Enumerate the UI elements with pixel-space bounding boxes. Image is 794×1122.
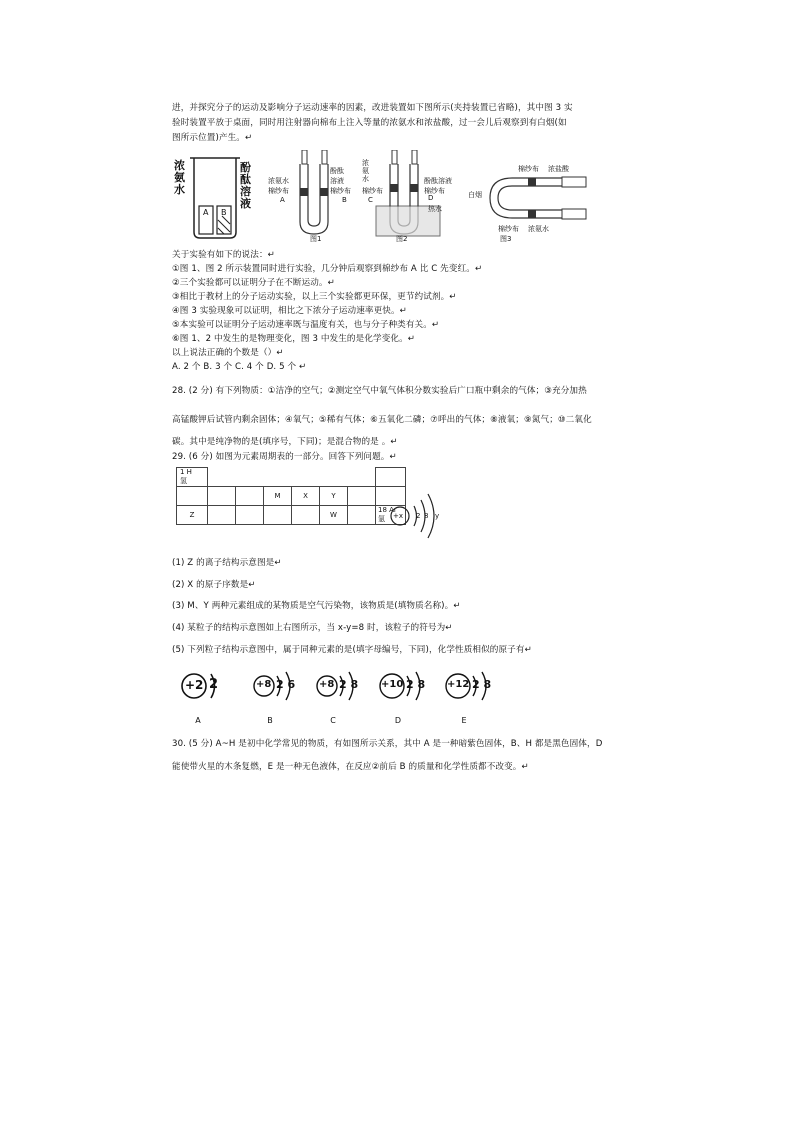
- atom-nucleus: +x: [393, 512, 404, 520]
- statements-options: A. 2 个 B. 3 个 C. 4 个 D. 5 个 ↵: [172, 362, 307, 372]
- pt-cell: [348, 487, 376, 506]
- particle-c-electrons: 2 8: [339, 678, 359, 691]
- pt-ar-symbol: 18 Ar: [378, 506, 397, 514]
- fig2-label-4: 棉纱布: [362, 187, 383, 195]
- pt-cell: [292, 506, 320, 525]
- periodic-table-fragment: [176, 467, 406, 525]
- fig3-caption: 图3: [500, 235, 512, 243]
- fig3-label-1: 棉纱布: [518, 165, 539, 173]
- statement-2: ②三个实验都可以证明分子在不断运动。↵: [172, 278, 335, 288]
- fig3-label-4: 棉纱布: [498, 225, 519, 233]
- atom-shell-3: y: [435, 512, 440, 520]
- q29-head: 29. (6 分) 如图为元素周期表的一部分。回答下列问题。↵: [172, 452, 397, 462]
- fig3-label-3: 白烟: [468, 191, 482, 199]
- fig1-label-3: A: [280, 196, 285, 204]
- q29-part-5: (5) 下列粒子结构示意图中，属于同种元素的是(填字母编号，下同)，化学性质相似的原子有↵: [172, 645, 532, 655]
- particle-d-letter: D: [394, 716, 402, 725]
- statement-6: ⑥图 1、2 中发生的是物理变化，图 3 中发生的是化学变化。↵: [172, 334, 416, 344]
- statement-5: ⑤本实验可以证明分子运动速率既与温度有关，也与分子种类有关。↵: [172, 320, 440, 330]
- fig2-label-5: C: [368, 196, 373, 204]
- intro-line-1: 进，并探究分子的运动及影响分子运动速率的因素，改进装置如下图所示(夹持装置已省略)，其中图 3 实: [172, 103, 573, 113]
- particle-d-electrons: 2 8: [406, 678, 426, 691]
- pt-cell-w: W: [320, 506, 348, 525]
- q28-line-3: 碳。其中是纯净物的是(填序号，下同)；是混合物的是 。↵: [172, 437, 398, 447]
- fig2-label-6: 酚酞溶液: [424, 177, 452, 185]
- pt-empty: [236, 468, 264, 487]
- fig2-label-3: 水: [362, 175, 369, 183]
- fig1-label-6: 棉纱布: [330, 187, 351, 195]
- q29-part-1: (1) Z 的离子结构示意图是↵: [172, 558, 282, 568]
- pt-cell-top-right: [376, 468, 406, 487]
- fig3-label-2: 浓盐酸: [548, 165, 569, 173]
- pt-cell: [208, 506, 236, 525]
- pt-cell: [236, 506, 264, 525]
- fig2-label-1: 浓: [362, 159, 369, 167]
- fig1-label-1: 浓氨水: [268, 177, 289, 185]
- beaker-label-b: B: [221, 208, 227, 217]
- particle-b: [250, 668, 310, 730]
- fig1-label-7: B: [342, 196, 347, 204]
- fig1-caption: 图1: [310, 235, 322, 243]
- fig1-label-5: 溶液: [330, 177, 344, 185]
- particle-c: [313, 668, 373, 730]
- intro-line-3: 图所示位置)产生。↵: [172, 133, 253, 143]
- particle-c-nucleus: +8: [319, 679, 335, 690]
- pt-h-name: 氢: [180, 477, 187, 485]
- q29-part-4: (4) 某粒子的结构示意图如上右图所示，当 x-y=8 时，该粒子的符号为↵: [172, 623, 453, 633]
- q30-line-2: 能使带火星的木条复燃，E 是一种无色液体，在反应②前后 B 的质量和化学性质都不改变。↵: [172, 762, 529, 772]
- particle-e-electrons: 2 8: [472, 678, 492, 691]
- pt-cell: [236, 487, 264, 506]
- q29-part-2: (2) X 的原子序数是↵: [172, 580, 256, 590]
- particle-d: [376, 668, 440, 730]
- pt-empty: [348, 468, 376, 487]
- q30-line-1: 30. (5 分) A~H 是初中化学常见的物质，有如图所示关系，其中 A 是一种暗紫色固体，B、H 都是黑色固体，D: [172, 739, 603, 749]
- pt-empty: [320, 468, 348, 487]
- pt-cell: [177, 487, 208, 506]
- fig2-label-7: 棉纱布: [424, 187, 445, 195]
- statement-3: ③相比于教材上的分子运动实验，以上三个实验都更环保，更节约试剂。↵: [172, 292, 457, 302]
- pt-cell: [264, 506, 292, 525]
- pt-cell-m: M: [264, 487, 292, 506]
- particle-diagrams: [178, 668, 508, 730]
- beaker-left-label: 浓氨水: [174, 159, 185, 196]
- pt-ar-name: 氩: [378, 515, 385, 523]
- q29-part-3: (3) M、Y 两种元素组成的某物质是空气污染物，该物质是(填物质名称)。↵: [172, 601, 461, 611]
- statement-4: ④图 3 实验现象可以证明，相比之下浓分子运动速率更快。↵: [172, 306, 407, 316]
- pt-h-symbol: 1 H: [180, 468, 192, 476]
- atom-shell-1: 2: [416, 512, 421, 520]
- statements-question: 以上说法正确的个数是（）↵: [172, 348, 284, 358]
- pt-cell-x: X: [292, 487, 320, 506]
- pt-empty: [264, 468, 292, 487]
- pt-cell-y: Y: [320, 487, 348, 506]
- particle-e: [442, 668, 506, 730]
- particle-d-nucleus: +10: [381, 679, 404, 690]
- particle-a: [178, 668, 238, 730]
- statements-head: 关于实验有如下的说法：↵: [172, 250, 275, 260]
- particle-c-letter: C: [330, 716, 336, 725]
- fig1-label-4: 酚酞: [330, 167, 344, 175]
- particle-a-nucleus: +2: [185, 678, 204, 692]
- pt-cell-h: [177, 468, 208, 487]
- q28-line-1: 28. (2 分) 有下列物质：①洁净的空气；②测定空气中氧气体积分数实验后广口瓶中剩余的气体；③充分加热: [172, 386, 587, 396]
- pt-empty: [292, 468, 320, 487]
- particle-e-letter: E: [461, 716, 467, 725]
- fig2-label-2: 氨: [362, 167, 369, 175]
- fig2-label-8: D: [428, 194, 434, 202]
- fig2-label-9: 热水: [428, 205, 442, 213]
- statement-1: ①图 1、图 2 所示装置同时进行实验，几分钟后观察到棉纱布 A 比 C 先变红。↵: [172, 264, 483, 274]
- particle-a-letter: A: [195, 716, 201, 725]
- beaker-right-label: 酚酞溶液: [240, 161, 251, 210]
- q28-line-2: 高锰酸钾后试管内剩余固体；④氧气；⑤稀有气体；⑥五氧化二磷；⑦呼出的气体；⑧液氧；⑨氮气；⑩二氧化: [172, 415, 592, 425]
- fig3-label-5: 浓氨水: [528, 225, 549, 233]
- pt-cell-z: Z: [177, 506, 208, 525]
- atom-shell-2: 8: [424, 512, 429, 520]
- pt-cell: [348, 506, 376, 525]
- particle-a-electrons: 2: [209, 677, 219, 692]
- particle-b-letter: B: [267, 716, 273, 725]
- particle-e-nucleus: +12: [447, 679, 470, 690]
- fig2-caption: 图2: [396, 235, 408, 243]
- beaker-label-a: A: [203, 208, 209, 217]
- fig1-label-2: 棉纱布: [268, 187, 289, 195]
- pt-empty: [208, 468, 236, 487]
- particle-b-electrons: 2 6: [276, 678, 296, 691]
- experiment-figures: [172, 150, 612, 245]
- intro-line-2: 验时装置平放于桌面，同时用注射器向棉布上注入等量的浓氨水和浓盐酸，过一会儿后观察到有白烟(如: [172, 118, 567, 128]
- pt-cell: [208, 487, 236, 506]
- particle-b-nucleus: +8: [256, 679, 272, 690]
